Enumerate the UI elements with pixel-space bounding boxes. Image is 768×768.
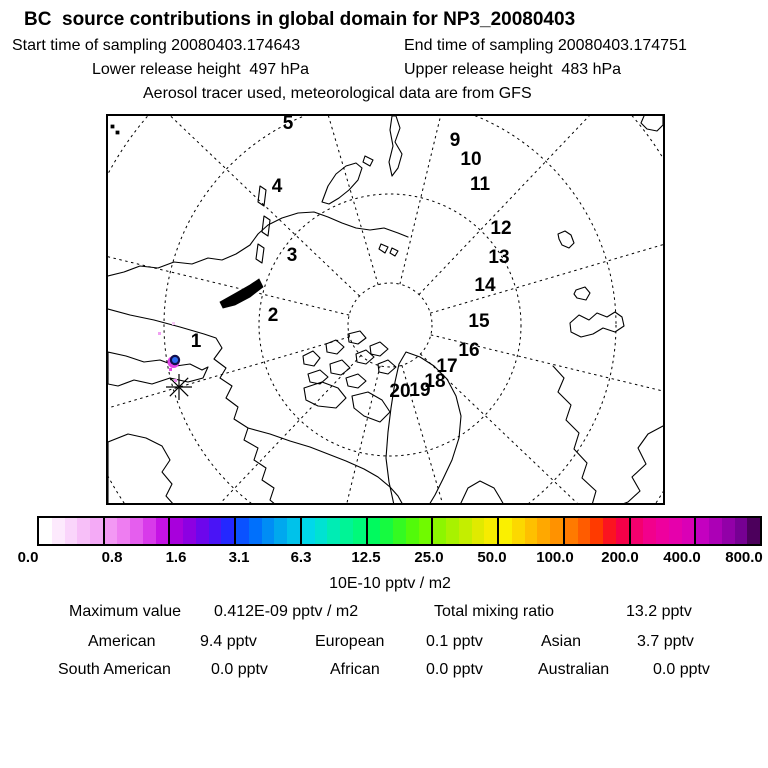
plume-speck xyxy=(169,368,172,371)
colorbar-cell xyxy=(484,518,497,544)
colorbar-cell xyxy=(249,518,262,544)
colorbar-cell xyxy=(380,518,393,544)
colorbar-tick-labels xyxy=(0,549,768,567)
colorbar-segment xyxy=(236,518,302,544)
colorbar-cell xyxy=(105,518,118,544)
colorbar-segment xyxy=(696,518,760,544)
colorbar-cell xyxy=(90,518,103,544)
receptor-star-marker xyxy=(166,374,192,400)
colorbar-tick-label: 3.1 xyxy=(228,549,250,566)
graticule xyxy=(108,116,663,503)
trajectory-number-label: 2 xyxy=(267,305,279,326)
colorbar-tick-label: 200.0 xyxy=(601,549,639,566)
colorbar-cell xyxy=(143,518,156,544)
colorbar-cell xyxy=(747,518,760,544)
colorbar-segment xyxy=(565,518,631,544)
colorbar-cell xyxy=(170,518,183,544)
lower-release-text: Lower release height 497 hPa xyxy=(92,61,310,78)
trajectory-number-label: 4 xyxy=(271,176,283,197)
trajectory-number-label: 9 xyxy=(449,130,461,151)
region-value: 0.0 pptv xyxy=(426,661,483,678)
total-ratio-value: 13.2 pptv xyxy=(626,603,692,620)
map-frame xyxy=(106,114,665,505)
colorbar-tick-label: 100.0 xyxy=(536,549,574,566)
plume-speck xyxy=(174,379,177,382)
colorbar-cell xyxy=(39,518,52,544)
colorbar-cell xyxy=(183,518,196,544)
colorbar-cell xyxy=(221,518,234,544)
colorbar-cell xyxy=(550,518,563,544)
region-label: American xyxy=(88,633,156,650)
map-svg xyxy=(108,116,663,503)
colorbar-cell xyxy=(340,518,353,544)
colorbar-segment xyxy=(39,518,105,544)
colorbar-tick-label: 12.5 xyxy=(351,549,381,566)
colorbar-cell xyxy=(353,518,366,544)
region-label: European xyxy=(315,633,385,650)
colorbar-segment xyxy=(433,518,499,544)
colorbar-segment xyxy=(631,518,697,544)
colorbar-cell xyxy=(603,518,616,544)
max-value-label: Maximum value xyxy=(69,603,182,620)
region-label: Australian xyxy=(538,661,610,678)
region-value: 3.7 pptv xyxy=(637,633,694,650)
colorbar-cell xyxy=(196,518,209,544)
colorbar-cell xyxy=(130,518,143,544)
colorbar-cell xyxy=(52,518,65,544)
trajectory-number-label: 13 xyxy=(488,247,510,268)
colorbar-segment xyxy=(368,518,434,544)
colorbar-cell xyxy=(302,518,315,544)
colorbar-cell xyxy=(512,518,525,544)
colorbar-cell xyxy=(274,518,287,544)
colorbar-cell xyxy=(565,518,578,544)
trajectory-number-label: 15 xyxy=(468,311,490,332)
colorbar-tick-label: 400.0 xyxy=(663,549,701,566)
colorbar-cell xyxy=(499,518,512,544)
colorbar-cell xyxy=(682,518,695,544)
colorbar-cell xyxy=(368,518,381,544)
colorbar-cell xyxy=(656,518,669,544)
trajectory-number-label: 17 xyxy=(436,356,458,377)
plume-speck xyxy=(172,322,175,325)
colorbar-cell xyxy=(472,518,485,544)
region-label: Asian xyxy=(541,633,582,650)
colorbar-cell xyxy=(262,518,275,544)
colorbar-cell xyxy=(722,518,735,544)
colorbar-segment xyxy=(499,518,565,544)
colorbar-cell xyxy=(616,518,629,544)
trajectory-number-label: 10 xyxy=(460,149,482,170)
colorbar-cell xyxy=(393,518,406,544)
colorbar-segment xyxy=(170,518,236,544)
trajectory-number-label: 5 xyxy=(282,116,294,134)
colorbar-cell xyxy=(537,518,550,544)
total-ratio-label: Total mixing ratio xyxy=(434,603,555,620)
colorbar-cell xyxy=(631,518,644,544)
region-value: 0.0 pptv xyxy=(211,661,268,678)
colorbar-cell xyxy=(459,518,472,544)
colorbar-cell xyxy=(406,518,419,544)
tracer-note-text: Aerosol tracer used, meteorological data are from GFS xyxy=(143,85,532,102)
colorbar-tick-label: 0.0 xyxy=(17,549,39,566)
colorbar-cell xyxy=(446,518,459,544)
plume-dot-marker xyxy=(172,357,178,363)
colorbar-tick-label: 6.3 xyxy=(290,549,312,566)
region-label: African xyxy=(330,661,380,678)
colorbar-tick-label: 800.0 xyxy=(725,549,763,566)
trajectory-number-label: 11 xyxy=(469,174,491,195)
colorbar-cell xyxy=(525,518,538,544)
colorbar-cell xyxy=(117,518,130,544)
colorbar-cell xyxy=(327,518,340,544)
colorbar-cell xyxy=(209,518,222,544)
colorbar-segment xyxy=(105,518,171,544)
max-value-number: 0.412E-09 pptv / m2 xyxy=(214,603,359,620)
region-value: 9.4 pptv xyxy=(200,633,257,650)
colorbar-tick-label: 25.0 xyxy=(414,549,444,566)
colorbar-unit-label: 10E-10 pptv / m2 xyxy=(329,575,451,592)
colorbar-cell xyxy=(287,518,300,544)
colorbar-tick-label: 0.8 xyxy=(101,549,123,566)
trajectory-number-label: 20 xyxy=(389,381,411,402)
colorbar-cell xyxy=(669,518,682,544)
colorbar-tick-label: 50.0 xyxy=(477,549,507,566)
page-title: BC source contributions in global domain for NP3_20080403 xyxy=(24,9,576,30)
region-label: South American xyxy=(58,661,171,678)
colorbar-cell xyxy=(65,518,78,544)
trajectory-number-label: 16 xyxy=(458,340,480,361)
region-value: 0.1 pptv xyxy=(426,633,483,650)
upper-release-text: Upper release height 483 hPa xyxy=(404,61,622,78)
colorbar-segment xyxy=(302,518,368,544)
trajectory-number-label: 3 xyxy=(286,245,298,266)
colorbar-cell xyxy=(419,518,432,544)
colorbar xyxy=(37,516,762,546)
colorbar-cell xyxy=(696,518,709,544)
trajectory-number-label: 19 xyxy=(409,380,431,401)
end-time-text: End time of sampling 20080403.174751 xyxy=(404,37,687,54)
colorbar-cell xyxy=(156,518,169,544)
coastline-fill-fragments xyxy=(111,125,263,308)
colorbar-cell xyxy=(590,518,603,544)
colorbar-cell xyxy=(643,518,656,544)
start-time-text: Start time of sampling 20080403.174643 xyxy=(12,37,301,54)
colorbar-cell xyxy=(236,518,249,544)
colorbar-cell xyxy=(433,518,446,544)
colorbar-cell xyxy=(77,518,90,544)
colorbar-cell xyxy=(578,518,591,544)
colorbar-tick-label: 1.6 xyxy=(165,549,187,566)
coastlines xyxy=(108,116,663,503)
region-value: 0.0 pptv xyxy=(653,661,710,678)
trajectory-number-label: 18 xyxy=(424,371,446,392)
trajectory-number-label: 12 xyxy=(490,218,512,239)
colorbar-cell xyxy=(735,518,748,544)
plume-speck xyxy=(158,332,161,335)
trajectory-number-label: 1 xyxy=(190,331,202,352)
colorbar-cell xyxy=(709,518,722,544)
colorbar-cell xyxy=(315,518,328,544)
trajectory-number-label: 14 xyxy=(474,275,496,296)
